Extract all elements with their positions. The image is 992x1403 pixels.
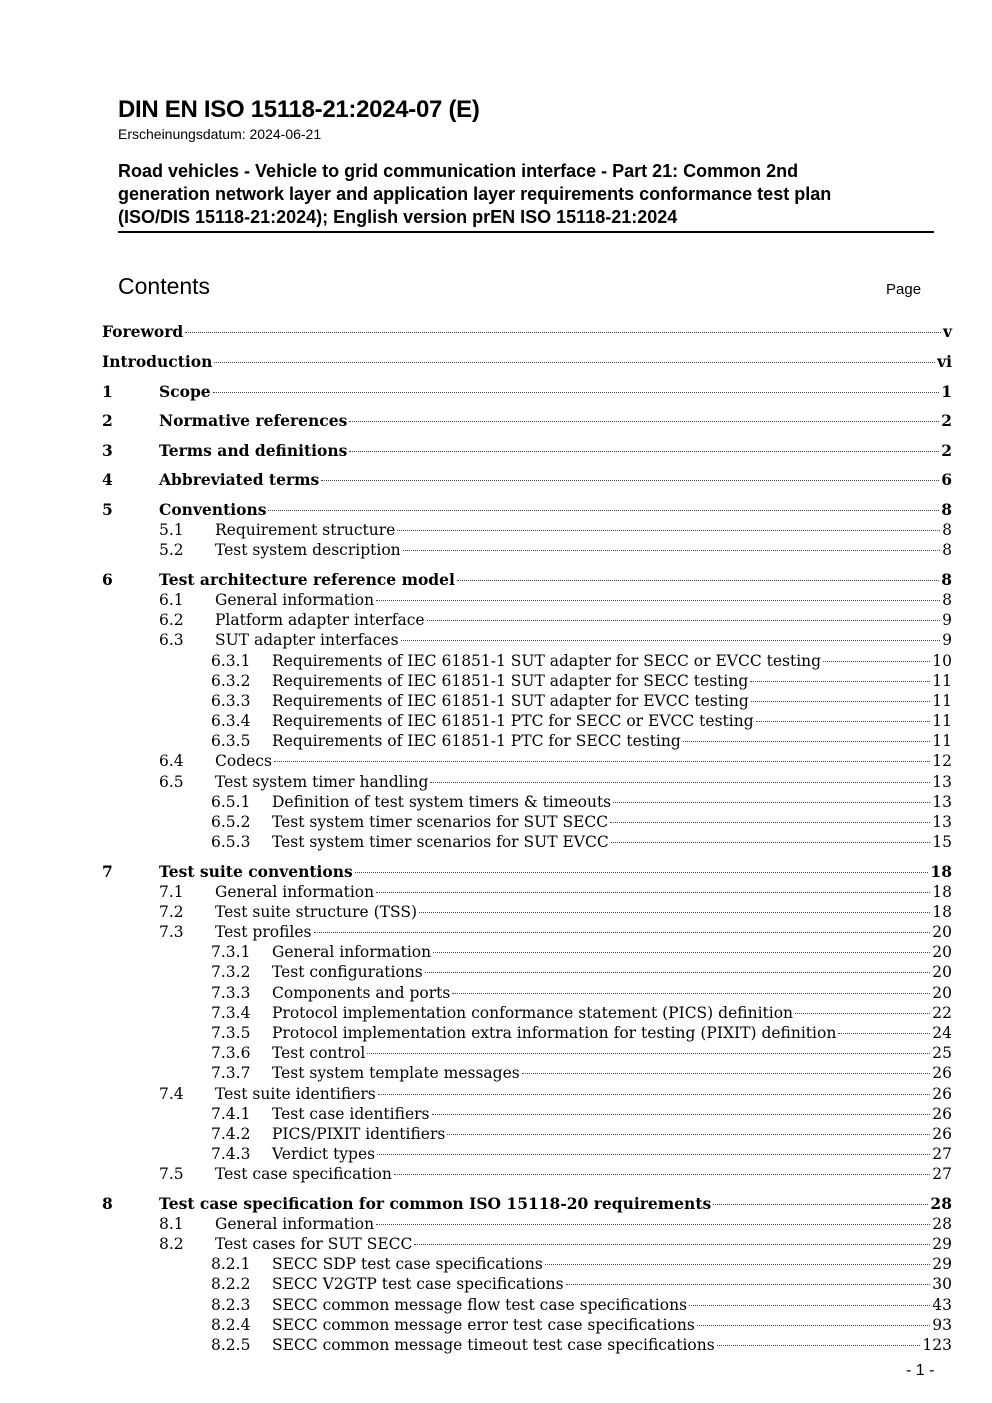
toc-dot-leader	[403, 550, 940, 551]
toc-entry-title: Test case specification for common ISO 15118-20 requirements	[159, 1194, 712, 1213]
toc-entry[interactable]	[102, 500, 952, 520]
toc-entry[interactable]	[102, 1003, 952, 1023]
toc-entry-title: Protocol implementation conformance statement (PICS) definition	[272, 1004, 794, 1022]
toc-entry-number: 7.3.7	[211, 1064, 251, 1082]
toc-entry-title: Requirements of IEC 61851-1 SUT adapter for SECC testing	[272, 672, 749, 690]
toc-entry-page: 20	[932, 984, 952, 1002]
toc-dot-leader	[457, 580, 939, 581]
toc-dot-leader	[349, 451, 939, 452]
toc-entry-page: 8	[942, 541, 952, 559]
toc-dot-leader	[376, 1224, 930, 1225]
page-number: - 1 -	[906, 1362, 935, 1379]
toc-entry[interactable]	[102, 1194, 952, 1214]
toc-dot-leader	[432, 1114, 931, 1115]
toc-entry-title: SECC V2GTP test case specifications	[272, 1275, 564, 1293]
toc-dot-leader	[566, 1284, 931, 1285]
toc-entry-title: SECC common message flow test case specifications	[272, 1296, 688, 1314]
toc-entry[interactable]	[102, 590, 952, 610]
toc-entry-number: 2	[102, 411, 113, 430]
subtitle-line: (ISO/DIS 15118-21:2024); English version prEN ISO 15118-21:2024	[118, 207, 678, 227]
toc-entry[interactable]	[102, 1214, 952, 1234]
toc-entry-number: 6.3.2	[211, 672, 251, 690]
toc-entry[interactable]	[102, 651, 952, 671]
toc-dot-leader	[397, 530, 940, 531]
toc-entry-number: 6.3	[159, 631, 184, 649]
toc-entry-page: 8	[942, 521, 952, 539]
toc-entry[interactable]	[102, 441, 952, 461]
toc-dot-leader	[394, 1174, 930, 1175]
toc-entry-number: 3	[102, 441, 113, 460]
toc-entry-title: General information	[272, 943, 432, 961]
toc-entry-number: 7.3	[159, 923, 184, 941]
toc-entry-number: 7.5	[159, 1165, 184, 1183]
toc-entry-page: 8	[941, 500, 952, 519]
toc-entry[interactable]	[102, 1315, 952, 1335]
toc-entry-title: SECC common message timeout test case specifications	[272, 1336, 715, 1354]
toc-entry[interactable]	[102, 352, 952, 372]
toc-entry-page: 27	[932, 1145, 952, 1163]
toc-entry-number: 8.2.5	[211, 1336, 251, 1354]
toc-entry-title: Requirement structure	[215, 521, 396, 539]
toc-dot-leader	[378, 1094, 931, 1095]
toc-entry-page: 12	[932, 752, 952, 770]
toc-entry[interactable]	[102, 691, 952, 711]
toc-entry-number: 7.3.5	[211, 1024, 251, 1042]
toc-dot-leader	[377, 1154, 930, 1155]
toc-dot-leader	[838, 1033, 930, 1034]
toc-entry-page: 26	[932, 1064, 952, 1082]
toc-dot-leader	[823, 661, 930, 662]
toc-entry-number: 7.3.4	[211, 1004, 251, 1022]
toc-entry-title: Protocol implementation extra information for testing (PIXIT) definition	[272, 1024, 837, 1042]
toc-entry-title: Codecs	[215, 752, 272, 770]
toc-dot-leader	[756, 721, 931, 722]
toc-entry[interactable]	[102, 1234, 952, 1254]
toc-dot-leader	[376, 892, 930, 893]
toc-entry[interactable]	[102, 711, 952, 731]
toc-dot-leader	[697, 1325, 930, 1326]
toc-entry-title: Platform adapter interface	[215, 611, 425, 629]
toc-entry-page: 30	[932, 1275, 952, 1293]
toc-entry-page: 6	[941, 470, 952, 489]
toc-entry-title: SECC SDP test case specifications	[272, 1255, 543, 1273]
toc-entry-title: Test suite structure (TSS)	[215, 903, 418, 921]
toc-entry-page: 20	[932, 943, 952, 961]
toc-entry-number: 6.5.3	[211, 833, 251, 851]
toc-entry-page: 123	[922, 1336, 952, 1354]
toc-entry-page: vi	[937, 352, 952, 371]
toc-entry-title: Introduction	[102, 352, 213, 371]
toc-dot-leader	[452, 993, 930, 994]
toc-entry-page: 10	[932, 652, 952, 670]
toc-entry-number: 8.2.2	[211, 1275, 251, 1293]
toc-dot-leader	[610, 822, 930, 823]
toc-entry[interactable]	[102, 1124, 952, 1144]
toc-dot-leader	[795, 1013, 930, 1014]
toc-dot-leader	[750, 681, 930, 682]
toc-entry-title: General information	[215, 591, 375, 609]
toc-entry-page: 28	[932, 1215, 952, 1233]
toc-entry-number: 5.2	[159, 541, 184, 559]
toc-entry-title: General information	[215, 883, 375, 901]
toc-dot-leader	[268, 510, 939, 511]
toc-dot-leader	[427, 620, 941, 621]
toc-dot-leader	[717, 1345, 921, 1346]
toc-entry-number: 7	[102, 862, 113, 881]
toc-entry-title: Components and ports	[272, 984, 451, 1002]
toc-entry-number: 8.2	[159, 1235, 184, 1253]
toc-entry-title: General information	[215, 1215, 375, 1233]
toc-entry[interactable]	[102, 1295, 952, 1315]
toc-entry-title: Test profiles	[215, 923, 312, 941]
toc-entry[interactable]	[102, 1254, 952, 1274]
toc-entry-number: 7.4.3	[211, 1145, 251, 1163]
toc-entry-page: 13	[932, 813, 952, 831]
toc-entry-page: 28	[930, 1194, 952, 1213]
publication-date: Erscheinungsdatum: 2024-06-21	[118, 126, 322, 142]
toc-entry-page: 2	[941, 441, 952, 460]
toc-entry-title: Test system description	[215, 541, 401, 559]
toc-entry-number: 6.1	[159, 591, 184, 609]
toc-dot-leader	[321, 480, 939, 481]
toc-dot-leader	[314, 932, 931, 933]
toc-entry-title: Test configurations	[272, 963, 423, 981]
toc-entry-title: Definition of test system timers & timeouts	[272, 793, 612, 811]
toc-dot-leader	[683, 741, 930, 742]
toc-entry[interactable]	[102, 983, 952, 1003]
toc-entry-page: 15	[932, 833, 952, 851]
toc-entry-page: 9	[942, 631, 952, 649]
toc-entry-number: 6.3.1	[211, 652, 251, 670]
toc-entry[interactable]	[102, 1084, 952, 1104]
toc-entry-title: Test case identifiers	[272, 1105, 430, 1123]
toc-entry[interactable]	[102, 882, 952, 902]
document-header	[118, 95, 934, 233]
toc-entry[interactable]	[102, 832, 952, 852]
toc-entry[interactable]	[102, 1144, 952, 1164]
toc-dot-leader	[689, 1305, 930, 1306]
toc-entry-title: Conventions	[159, 500, 267, 519]
toc-entry-title: Normative references	[159, 411, 348, 430]
toc-entry-title: Scope	[159, 382, 211, 401]
toc-entry-number: 4	[102, 470, 113, 489]
toc-entry-number: 8	[102, 1194, 113, 1213]
toc-dot-leader	[751, 701, 930, 702]
toc-entry-title: Test control	[272, 1044, 366, 1062]
toc-entry-number: 6.3.5	[211, 732, 251, 750]
toc-entry-title: Requirements of IEC 61851-1 PTC for SECC testing	[272, 732, 681, 750]
toc-dot-leader	[433, 952, 930, 953]
toc-entry[interactable]	[102, 382, 952, 402]
toc-entry-title: Foreword	[102, 322, 184, 341]
toc-entry-page: 24	[932, 1024, 952, 1042]
toc-entry-number: 7.2	[159, 903, 184, 921]
toc-entry-title: Test architecture reference model	[159, 570, 455, 589]
toc-entry-page: 18	[932, 903, 952, 921]
toc-entry[interactable]	[102, 520, 952, 540]
toc-entry-number: 7.3.2	[211, 963, 251, 981]
toc-entry-page: 11	[932, 692, 952, 710]
page-column-heading: Page	[886, 281, 922, 298]
toc-entry-page: 29	[932, 1255, 952, 1273]
toc-dot-leader	[713, 1204, 928, 1205]
toc-entry-page: 1	[941, 382, 952, 401]
toc-entry-page: 27	[932, 1165, 952, 1183]
toc-entry[interactable]	[102, 610, 952, 630]
toc-entry-page: 29	[932, 1235, 952, 1253]
toc-entry-title: SUT adapter interfaces	[215, 631, 399, 649]
toc-entry[interactable]	[102, 902, 952, 922]
toc-entry[interactable]	[102, 470, 952, 490]
toc-dot-leader	[376, 600, 940, 601]
toc-dot-leader	[367, 1053, 930, 1054]
toc-entry-page: 13	[932, 773, 952, 791]
toc-entry-number: 6.5.2	[211, 813, 251, 831]
toc-entry-number: 8.1	[159, 1215, 184, 1233]
toc-entry-title: Test system timer handling	[215, 773, 429, 791]
toc-dot-leader	[214, 362, 935, 363]
toc-entry[interactable]	[102, 1274, 952, 1294]
toc-entry-number: 6	[102, 570, 113, 589]
toc-entry-page: 93	[932, 1316, 952, 1334]
toc-entry-page: 25	[932, 1044, 952, 1062]
subtitle-line: generation network layer and application layer requirements conformance test plan	[118, 184, 832, 204]
toc-entry[interactable]	[102, 540, 952, 560]
toc-entry[interactable]	[102, 772, 952, 792]
toc-dot-leader	[613, 802, 930, 803]
toc-entry-page: v	[942, 322, 952, 341]
toc-entry-title: Terms and definitions	[159, 441, 348, 460]
toc-entry-page: 11	[932, 732, 952, 750]
toc-entry-page: 20	[932, 923, 952, 941]
toc-entry-number: 5.1	[159, 521, 184, 539]
toc-entry-page: 8	[942, 591, 952, 609]
toc-entry[interactable]	[102, 942, 952, 962]
toc-entry-page: 11	[932, 672, 952, 690]
toc-entry[interactable]	[102, 862, 952, 882]
toc-entry-number: 6.5	[159, 773, 184, 791]
toc-entry-title: Abbreviated terms	[159, 470, 320, 489]
toc-entry-title: Test cases for SUT SECC	[215, 1235, 413, 1253]
toc-dot-leader	[349, 421, 939, 422]
toc-dot-leader	[545, 1264, 930, 1265]
toc-entry-title: Test system timer scenarios for SUT EVCC	[272, 833, 609, 851]
toc-entry-number: 8.2.3	[211, 1296, 251, 1314]
toc-dot-leader	[425, 972, 931, 973]
toc-entry-page: 26	[932, 1085, 952, 1103]
toc-entry-page: 26	[932, 1105, 952, 1123]
toc-entry-number: 6.4	[159, 752, 184, 770]
toc-entry-title: Requirements of IEC 61851-1 PTC for SECC or EVCC testing	[272, 712, 754, 730]
toc-entry-number: 6.5.1	[211, 793, 251, 811]
toc-entry-page: 8	[941, 570, 952, 589]
toc-entry-title: Test suite conventions	[159, 862, 353, 881]
toc-entry-number: 7.4.2	[211, 1125, 251, 1143]
toc-entry[interactable]	[102, 1335, 952, 1355]
toc-entry-number: 8.2.1	[211, 1255, 251, 1273]
toc-entry-title: Test suite identifiers	[215, 1085, 376, 1103]
toc-entry-title: Requirements of IEC 61851-1 SUT adapter for EVCC testing	[272, 692, 749, 710]
toc-entry-number: 7.3.6	[211, 1044, 251, 1062]
toc-dot-leader	[401, 640, 941, 641]
toc-entry[interactable]	[102, 1104, 952, 1124]
toc-entry[interactable]	[102, 411, 952, 431]
toc-entry-page: 26	[932, 1125, 952, 1143]
toc-dot-leader	[355, 872, 929, 873]
toc-dot-leader	[611, 842, 931, 843]
toc-entry-page: 11	[932, 712, 952, 730]
toc-entry-number: 6.3.4	[211, 712, 251, 730]
toc-entry-number: 6.3.3	[211, 692, 251, 710]
toc-dot-leader	[430, 782, 930, 783]
toc-entry[interactable]	[102, 1164, 952, 1184]
toc-dot-leader	[447, 1134, 930, 1135]
toc-entry-number: 5	[102, 500, 113, 519]
toc-entry-page: 2	[941, 411, 952, 430]
toc-entry-page: 22	[932, 1004, 952, 1022]
toc-entry-number: 6.2	[159, 611, 184, 629]
toc-entry[interactable]	[102, 322, 952, 342]
toc-entry-number: 1	[102, 382, 113, 401]
toc-entry[interactable]	[102, 570, 952, 590]
toc-entry-page: 18	[930, 862, 952, 881]
toc-entry-title: SECC common message error test case specifications	[272, 1316, 695, 1334]
toc-entry-title: Requirements of IEC 61851-1 SUT adapter for SECC or EVCC testing	[272, 652, 822, 670]
document-subtitle	[118, 160, 934, 233]
toc-dot-leader	[414, 1244, 930, 1245]
toc-entry[interactable]	[102, 922, 952, 942]
toc-entry-number: 7.4	[159, 1085, 184, 1103]
toc-entry-number: 7.3.3	[211, 984, 251, 1002]
toc-entry[interactable]	[102, 671, 952, 691]
toc-dot-leader	[419, 912, 930, 913]
toc-entry-title: Verdict types	[272, 1145, 376, 1163]
toc-entry[interactable]	[102, 1063, 952, 1083]
toc-entry-page: 20	[932, 963, 952, 981]
toc-entry[interactable]	[102, 1023, 952, 1043]
toc-dot-leader	[185, 332, 941, 333]
toc-entry-number: 7.3.1	[211, 943, 251, 961]
toc-entry[interactable]	[102, 731, 952, 751]
toc-entry[interactable]	[102, 630, 952, 650]
toc-entry-title: PICS/PIXIT identifiers	[272, 1125, 446, 1143]
toc-entry-page: 9	[942, 611, 952, 629]
toc-entry-page: 18	[932, 883, 952, 901]
toc-entry[interactable]	[102, 962, 952, 982]
toc-dot-leader	[274, 761, 930, 762]
document-title: DIN EN ISO 15118-21:2024-07 (E)	[118, 96, 480, 123]
toc-entry[interactable]	[102, 812, 952, 832]
toc-entry-number: 8.2.4	[211, 1316, 251, 1334]
toc-dot-leader	[213, 392, 940, 393]
toc-dot-leader	[522, 1073, 931, 1074]
toc-entry-title: Test system timer scenarios for SUT SECC	[272, 813, 609, 831]
toc-entry-title: Test case specification	[215, 1165, 392, 1183]
toc-entry[interactable]	[102, 1043, 952, 1063]
toc-entry-number: 7.4.1	[211, 1105, 251, 1123]
toc-entry-title: Test system template messages	[272, 1064, 520, 1082]
toc-entry[interactable]	[102, 751, 952, 771]
contents-heading: Contents	[118, 273, 211, 299]
toc-entry[interactable]	[102, 792, 952, 812]
subtitle-line: Road vehicles - Vehicle to grid communication interface - Part 21: Common 2nd	[118, 161, 799, 181]
toc-entry-page: 43	[932, 1296, 952, 1314]
toc-entry-number: 7.1	[159, 883, 184, 901]
toc-entry-page: 13	[932, 793, 952, 811]
